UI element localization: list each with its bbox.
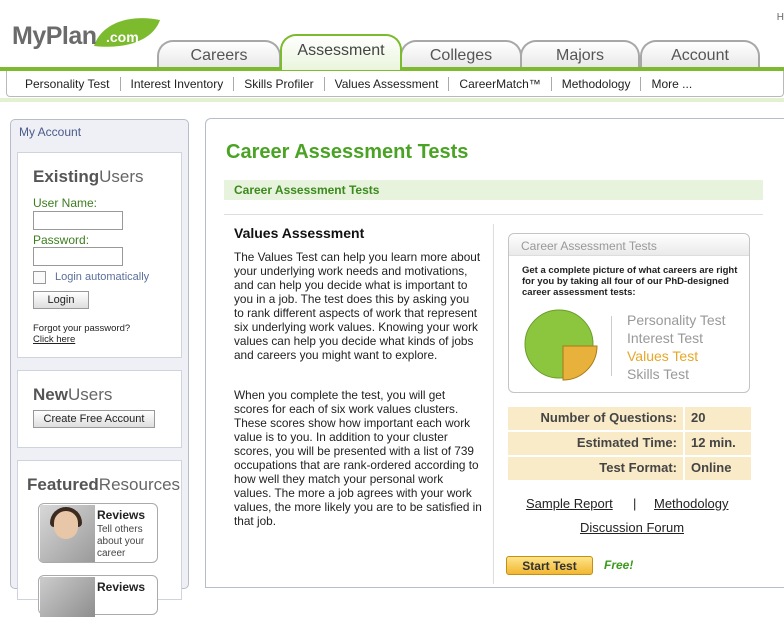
heading-bold: New <box>33 385 68 404</box>
start-test-button[interactable]: Start Test <box>506 556 593 575</box>
subnav <box>6 71 784 97</box>
main-tabs <box>0 34 784 70</box>
username-input[interactable] <box>33 211 123 230</box>
photo-face <box>54 511 78 539</box>
info-row <box>508 455 752 480</box>
featured-resources-heading <box>27 475 180 495</box>
password-label: Password: <box>33 233 90 247</box>
forgot-password-text: Forgot your password? <box>33 323 131 334</box>
resource-photo-2 <box>40 577 95 617</box>
new-users-heading <box>33 385 112 405</box>
resource-card-2[interactable] <box>38 575 158 615</box>
promo-title: Career Assessment Tests <box>509 234 749 256</box>
tab-label: Colleges <box>429 47 493 64</box>
click-here-link[interactable]: Click here <box>33 334 76 345</box>
tab-label: Account <box>671 47 729 64</box>
values-assessment-heading: Values Assessment <box>234 225 365 241</box>
subnav-more[interactable]: More ... <box>651 76 693 91</box>
tab-label: Majors <box>555 47 604 64</box>
tab-label: Careers <box>190 47 248 64</box>
my-account-panel <box>10 119 189 594</box>
tab-account[interactable] <box>640 40 760 70</box>
free-label: Free! <box>604 558 634 572</box>
info-key: Number of Questions: <box>508 407 683 430</box>
heading-rest: Users <box>99 167 144 186</box>
main-content <box>205 118 784 588</box>
promo-values-test[interactable]: Values Test <box>627 348 699 364</box>
pie-chart-icon <box>523 306 599 382</box>
heading-rest: Resources <box>98 475 181 494</box>
reviews-card-desc: Tell others about your career <box>97 524 145 559</box>
reviews-card-title: Reviews <box>97 508 146 522</box>
my-account-title: My Account <box>19 125 82 139</box>
section-band: Career Assessment Tests <box>224 180 763 200</box>
subnav-values-assessment[interactable]: Values Assessment <box>334 76 439 91</box>
heading-bold: Existing <box>33 167 100 186</box>
description-paragraph-2: When you complete the test, you will get scores for each of six work values clusters. These scores show how important each work value is to you. In addition to your cluster scores, you will be presented with a list of 739 occupations that are rank-ordered according to how well they match your personal work values. The more a job agrees with your work values, the more likely you are to be satisfied in that job. <box>234 388 482 528</box>
promo-skills-test[interactable]: Skills Test <box>627 366 689 382</box>
methodology-link[interactable]: Methodology <box>654 496 729 511</box>
link-separator: | <box>633 496 637 511</box>
remember-label: Login automatically <box>55 271 150 283</box>
promo-description: Get a complete picture of what careers are right for you by taking all four of our PhD-designed career assessment tests: <box>522 265 738 298</box>
tab-colleges[interactable] <box>400 40 522 70</box>
info-row <box>508 430 752 455</box>
create-account-button[interactable]: Create Free Account <box>33 410 155 428</box>
info-value: 12 min. <box>685 432 751 455</box>
heading-rest: Users <box>67 385 113 404</box>
heading-bold: Featured <box>27 475 99 494</box>
password-input[interactable] <box>33 247 123 266</box>
resource-card-2-title: Reviews <box>97 580 146 594</box>
tab-assessment[interactable] <box>280 34 402 70</box>
subnav-shadow <box>0 98 784 102</box>
career-tests-promo[interactable] <box>508 233 750 393</box>
info-value: Online <box>685 457 751 480</box>
info-row <box>508 405 752 430</box>
column-divider <box>493 224 494 584</box>
login-box <box>17 152 182 358</box>
login-button[interactable]: Login <box>33 291 89 309</box>
reviews-photo <box>40 505 95 562</box>
subnav-interest-inventory[interactable]: Interest Inventory <box>130 76 224 91</box>
remember-checkbox[interactable] <box>33 271 46 284</box>
test-info-table <box>508 405 752 480</box>
description-paragraph-1: The Values Test can help you learn more about your underlying work needs and motivations, and can help you decide what is important to you in a job. The test does this by asking you to rank different aspects of work that represent six underlying work values. Knowing your work values can help you decide what kinds of jobs and careers you might want to explore. <box>234 250 481 362</box>
promo-personality-test[interactable]: Personality Test <box>627 312 726 328</box>
corner-text: H <box>776 12 784 23</box>
username-label: User Name: <box>33 196 98 210</box>
subnav-methodology[interactable]: Methodology <box>561 76 631 91</box>
promo-interest-test[interactable]: Interest Test <box>627 330 704 346</box>
new-users-box <box>17 370 182 448</box>
promo-divider <box>611 316 612 376</box>
page-title: Career Assessment Tests <box>226 141 469 163</box>
info-value: 20 <box>685 407 751 430</box>
logo-name: MyPlan <box>12 22 97 50</box>
logo-suffix: .com <box>106 29 139 45</box>
existing-users-heading <box>33 167 144 187</box>
subnav-personality-test[interactable]: Personality Test <box>25 76 110 91</box>
discussion-forum-link[interactable]: Discussion Forum <box>580 520 685 535</box>
info-key: Test Format: <box>508 457 683 480</box>
divider <box>224 214 763 215</box>
tab-label: Assessment <box>297 42 385 59</box>
info-key: Estimated Time: <box>508 432 683 455</box>
subnav-careermatch[interactable]: CareerMatch™ <box>459 76 541 91</box>
subnav-skills-profiler[interactable]: Skills Profiler <box>244 76 314 91</box>
sample-report-link[interactable]: Sample Report <box>526 496 613 511</box>
tab-majors[interactable] <box>520 40 640 70</box>
reviews-card[interactable] <box>38 503 158 563</box>
tab-careers[interactable] <box>157 40 281 70</box>
featured-resources-box <box>17 460 182 600</box>
